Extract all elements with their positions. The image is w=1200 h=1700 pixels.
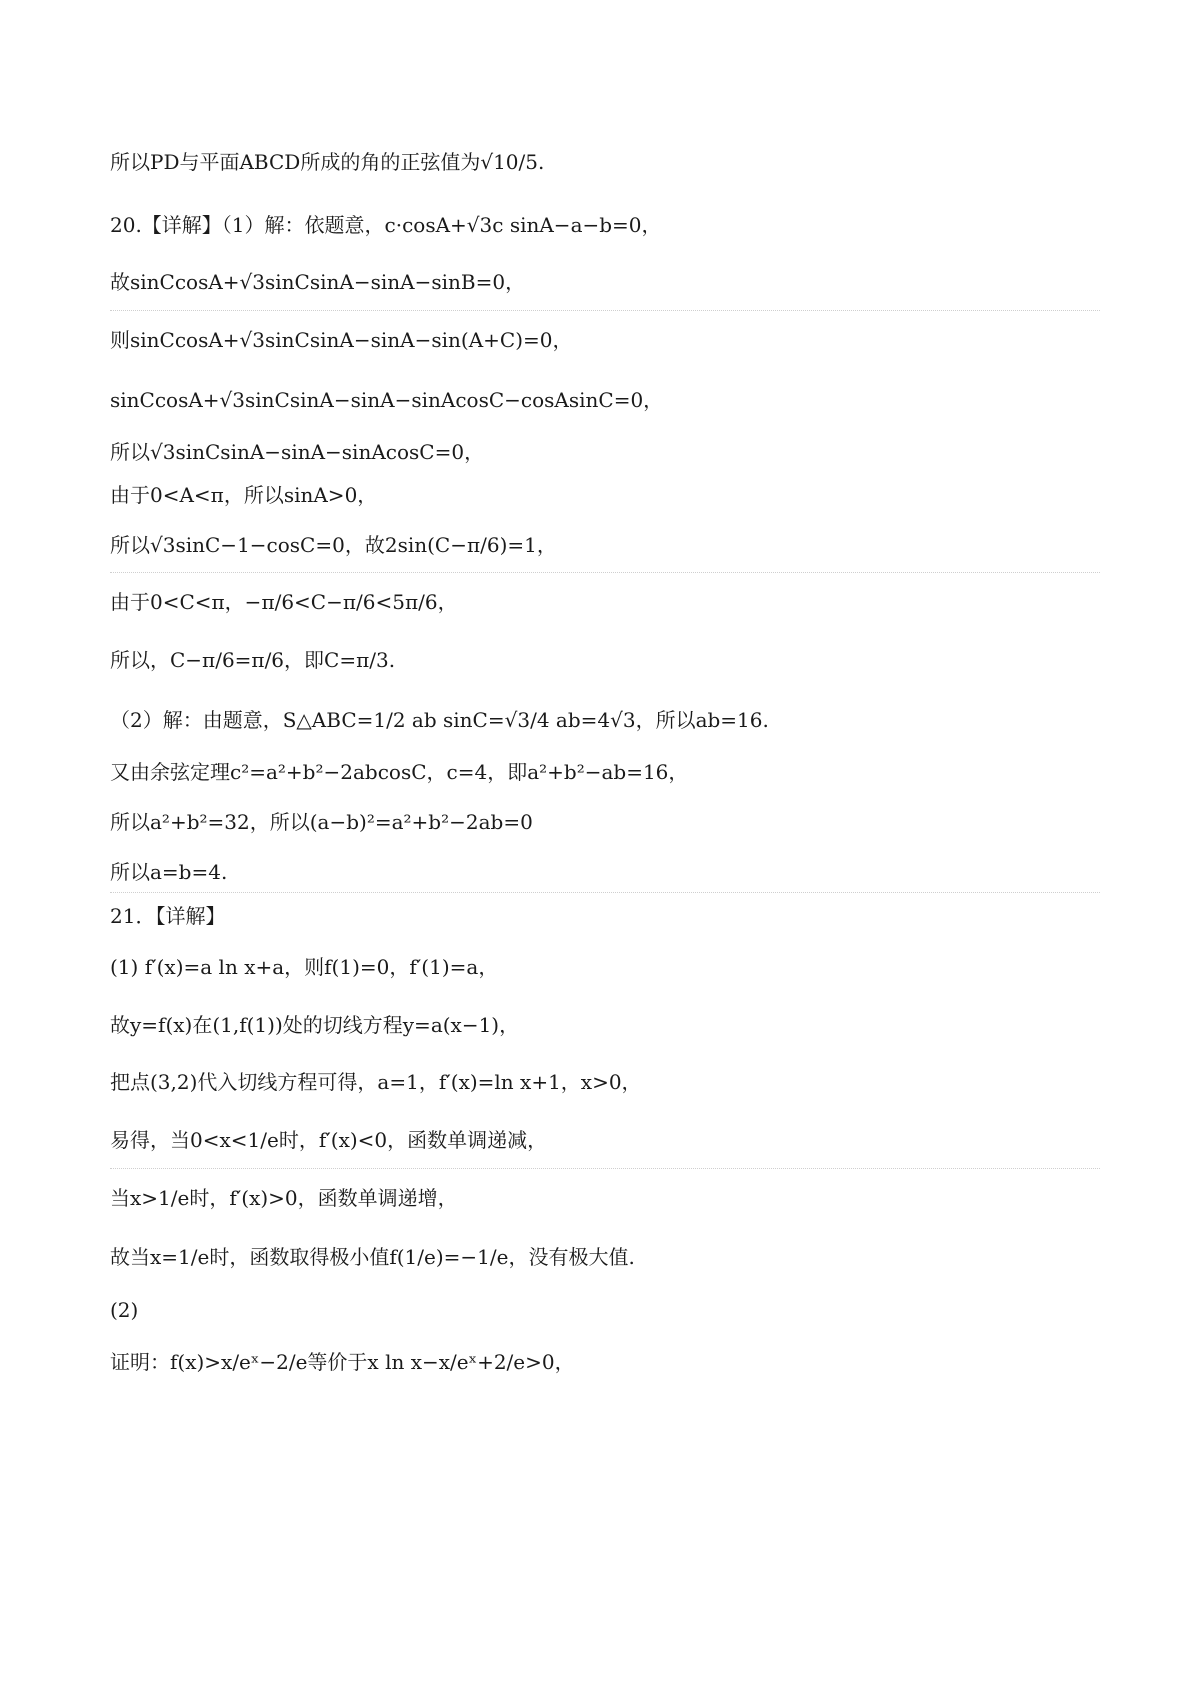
text-line-q20-step4: 所以√3sinCsinA−sinA−sinAcosC=0， [110, 440, 485, 464]
text-line-q20-result: 所以a=b=4. [110, 860, 228, 884]
text-line-pd-sine: 所以PD与平面ABCD所成的角的正弦值为√10/5. [110, 150, 545, 174]
divider [110, 572, 1100, 573]
text-line-q21-proof: 证明：f(x)>x/eˣ−2/e等价于x ln x−x/eˣ+2/e>0， [110, 1350, 575, 1374]
text-line-q20-sum: 所以a²+b²=32，所以(a−b)²=a²+b²−2ab=0 [110, 810, 533, 834]
text-line-q20-step7: 由于0<C<π，−π/6<C−π/6<5π/6， [110, 590, 458, 614]
text-line-q21-tangent: 故y=f(x)在(1,f(1))处的切线方程y=a(x−1)， [110, 1013, 520, 1037]
text-line-q20-cosine-law: 又由余弦定理c²=a²+b²−2abcosC，c=4，即a²+b²−ab=16， [110, 760, 689, 784]
text-line-q20-step6: 所以√3sinC−1−cosC=0，故2sin(C−π/6)=1， [110, 533, 557, 557]
text-line-q20-step1: 故sinCcosA+√3sinCsinA−sinA−sinB=0， [110, 270, 526, 294]
text-line-q21-decreasing: 易得，当0<x<1/e时，f′(x)<0，函数单调递减， [110, 1128, 548, 1152]
text-line-q21-part2-label: (2) [110, 1298, 139, 1322]
text-line-q20-step5: 由于0<A<π，所以sinA>0， [110, 483, 378, 507]
text-line-q20-step3: sinCcosA+√3sinCsinA−sinA−sinAcosC−cosAsinC=0， [110, 388, 664, 412]
text-line-q20-step2: 则sinCcosA+√3sinCsinA−sinA−sin(A+C)=0， [110, 328, 573, 352]
text-line-q21-increasing: 当x>1/e时，f′(x)>0，函数单调递增， [110, 1186, 458, 1210]
divider [110, 310, 1100, 311]
text-line-q21-substitute: 把点(3,2)代入切线方程可得，a=1，f′(x)=ln x+1，x>0， [110, 1070, 642, 1094]
text-line-q21-minimum: 故当x=1/e时，函数取得极小值f(1/e)=−1/e，没有极大值. [110, 1245, 635, 1269]
divider [110, 892, 1100, 893]
text-line-q21-heading: 21．【详解】 [110, 904, 226, 928]
text-line-q20-heading: 20.【详解】（1）解：依题意，c·cosA+√3c sinA−a−b=0， [110, 213, 662, 237]
text-line-q20-step8: 所以，C−π/6=π/6，即C=π/3. [110, 648, 396, 672]
text-line-q20-part2: （2）解：由题意，S△ABC=1/2 ab sinC=√3/4 ab=4√3，所以ab=16. [110, 708, 769, 732]
divider [110, 1168, 1100, 1169]
text-line-q21-derivative: (1) f′(x)=a ln x+a，则f(1)=0，f′(1)=a， [110, 955, 499, 979]
